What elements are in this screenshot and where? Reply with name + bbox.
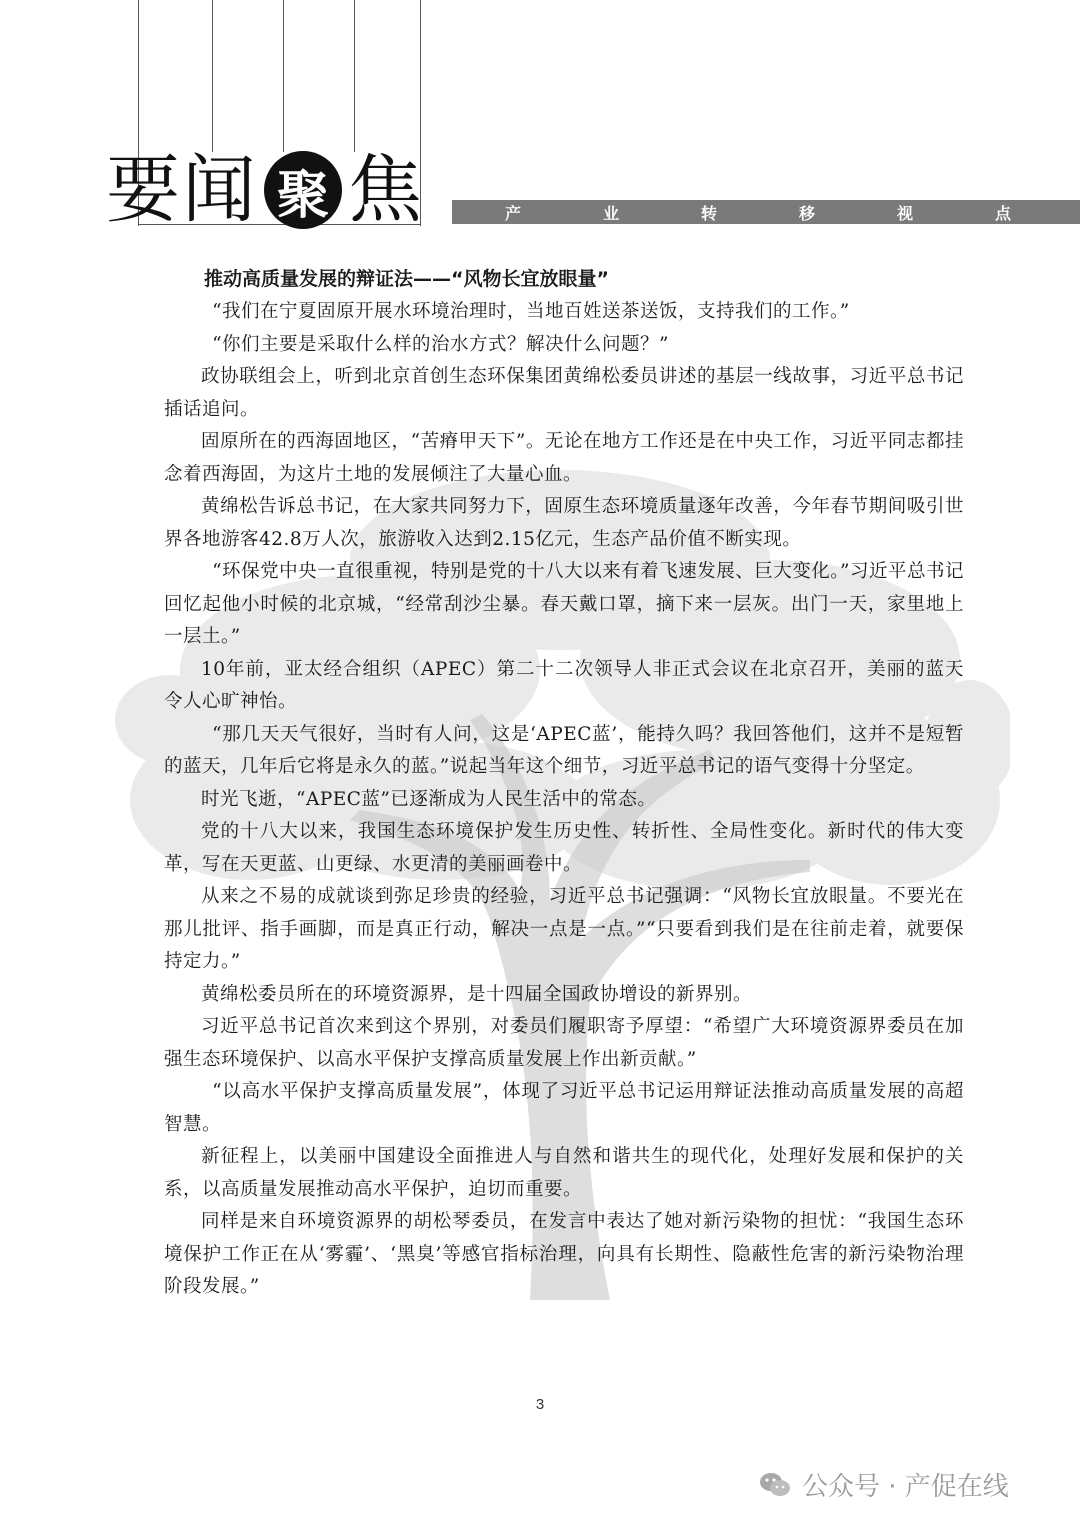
paragraph: 时光飞逝，“APEC蓝”已逐渐成为人民生活中的常态。 (201, 788, 657, 810)
section-char: 产 (504, 203, 521, 223)
wechat-icon (758, 1468, 792, 1502)
masthead-char-3-logo: 聚 (264, 151, 342, 229)
section-char: 业 (602, 203, 619, 223)
section-char: 转 (700, 203, 717, 223)
paragraph: “那几天天气很好，当时有人问，这是‘APEC蓝’，能持久吗？我回答他们，这并不是短暂的蓝天，几年后它将是永久的蓝。”说起当年这个细节，习近平总书记的语气变得十分坚定。 (164, 723, 964, 777)
paragraph: 党的十八大以来，我国生态环境保护发生历史性、转折性、全局性变化。新时代的伟大变革，写在天更蓝、山更绿、水更清的美丽画卷中。 (164, 821, 964, 875)
header-rule-2 (212, 0, 213, 152)
paragraph: 政协联组会上，听到北京首创生态环保集团黄绵松委员讲述的基层一线故事，习近平总书记插话追问。 (164, 366, 964, 420)
paragraph: 新征程上，以美丽中国建设全面推进人与自然和谐共生的现代化，处理好发展和保护的关系，以高质量发展推动高水平保护，迫切而重要。 (164, 1146, 964, 1200)
section-char: 点 (994, 203, 1011, 223)
paragraph: 从来之不易的成就谈到弥足珍贵的经验，习近平总书记强调：“风物长宜放眼量。不要光在那儿批评、指手画脚，而是真正行动，解决一点是一点。”“只要看到我们是在往前走着，就要保持定力。” (164, 886, 964, 972)
page-number: 3 (535, 1396, 545, 1413)
masthead-char-1: 要 (106, 147, 182, 233)
section-char: 移 (798, 203, 815, 223)
section-char: 视 (896, 203, 913, 223)
paragraph: 黄绵松告诉总书记，在大家共同努力下，固原生态环境质量逐年改善，今年春节期间吸引世界各地游客42.8万人次，旅游收入达到2.15亿元，生态产品价值不断实现。 (164, 496, 964, 550)
paragraph: 同样是来自环境资源界的胡松琴委员，在发言中表达了她对新污染物的担忧：“我国生态环境保护工作正在从‘雾霾’、‘黑臭’等感官指标治理，向具有长期性、隐蔽性危害的新污染物治理阶段发展。” (164, 1211, 964, 1297)
paragraph: 固原所在的西海固地区，“苦瘠甲天下”。无论在地方工作还是在中央工作，习近平同志都挂念着西海固，为这片土地的发展倾注了大量心血。 (164, 431, 964, 485)
paragraph: 习近平总书记首次来到这个界别，对委员们履职寄予厚望：“希望广大环境资源界委员在加强生态环境保护、以高水平保护支撑高质量发展上作出新贡献。” (164, 1016, 964, 1070)
header-rule-4 (354, 0, 355, 152)
paragraph: “以高水平保护支撑高质量发展”，体现了习近平总书记运用辩证法推动高质量发展的高超智慧。 (164, 1081, 964, 1135)
masthead-char-2: 闻 (182, 147, 258, 233)
paragraph: “你们主要是采取什么样的治水方式？解决什么问题？” (212, 333, 670, 355)
paragraph: 黄绵松委员所在的环境资源界，是十四届全国政协增设的新界别。 (201, 983, 753, 1005)
article (164, 262, 964, 1304)
header-rule-3 (283, 0, 284, 152)
paragraph: “环保党中央一直很重视，特别是党的十八大以来有着飞速发展、巨大变化。”习近平总书记回忆起他小时候的北京城，“经常刮沙尘暴。春天戴口罩，摘下来一层灰。出门一天，家里地上一层土。” (164, 561, 964, 647)
section-banner (452, 200, 1080, 224)
paragraph: “我们在宁夏固原开展水环境治理时，当地百姓送茶送饭，支持我们的工作。” (212, 301, 850, 322)
article-title: 推动高质量发展的辩证法——“风物长宜放眼量” (204, 268, 609, 290)
watermark-text: 公众号 · 产促在线 (802, 1472, 1009, 1502)
paragraph: 10年前，亚太经合组织（APEC）第二十二次领导人非正式会议在北京召开，美丽的蓝天令人心旷神怡。 (164, 658, 964, 712)
masthead-char-4: 焦 (348, 147, 424, 233)
source-watermark (758, 1466, 1009, 1503)
masthead (106, 147, 424, 233)
